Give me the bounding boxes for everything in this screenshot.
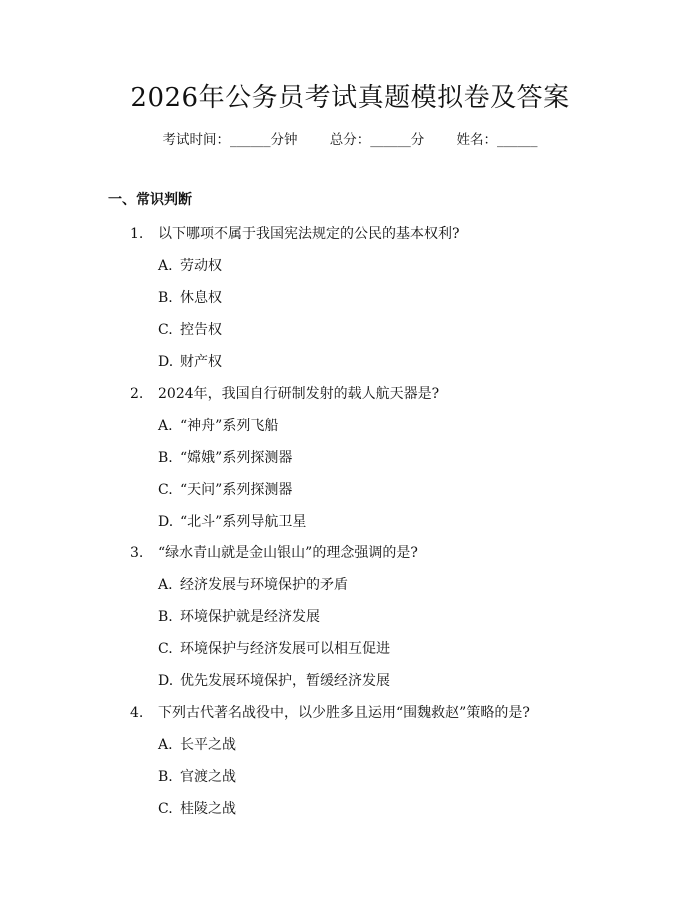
option-2a bbox=[158, 416, 278, 436]
question-1 bbox=[130, 224, 460, 244]
option-2d bbox=[158, 512, 306, 532]
option-4c bbox=[158, 799, 236, 819]
exam-time-field: 考试时间：______分钟 bbox=[162, 132, 298, 148]
option-letter: C. bbox=[158, 641, 173, 657]
question-text: “绿水青山就是金山银山”的理念强调的是? bbox=[158, 545, 418, 561]
option-3c bbox=[158, 639, 390, 659]
option-text: 环境保护就是经济发展 bbox=[180, 609, 320, 625]
question-number: 1. bbox=[130, 226, 144, 242]
name-field: 姓名：______ bbox=[456, 132, 538, 148]
option-text: 长平之战 bbox=[180, 737, 236, 753]
option-text: 官渡之战 bbox=[180, 769, 236, 785]
option-4b bbox=[158, 767, 236, 787]
option-text: “嫦娥”系列探测器 bbox=[180, 450, 293, 466]
option-letter: B. bbox=[158, 450, 173, 466]
question-2 bbox=[130, 384, 439, 404]
option-2c bbox=[158, 480, 292, 500]
option-letter: A. bbox=[158, 418, 173, 434]
option-letter: B. bbox=[158, 769, 173, 785]
option-letter: A. bbox=[158, 258, 173, 274]
option-2b bbox=[158, 448, 292, 468]
page-title: 2026年公务员考试真题模拟卷及答案 bbox=[130, 83, 570, 113]
option-letter: D. bbox=[158, 354, 174, 370]
question-number: 4. bbox=[130, 705, 144, 721]
option-text: 劳动权 bbox=[180, 258, 222, 274]
option-3a bbox=[158, 575, 348, 595]
option-text: 休息权 bbox=[180, 290, 222, 306]
option-1a bbox=[158, 256, 222, 276]
option-letter: B. bbox=[158, 609, 173, 625]
question-text: 下列古代著名战役中，以少胜多且运用“围魏救赵”策略的是? bbox=[158, 705, 530, 721]
question-number: 3. bbox=[130, 545, 144, 561]
option-letter: A. bbox=[158, 737, 173, 753]
option-letter: C. bbox=[158, 482, 173, 498]
option-text: 桂陵之战 bbox=[180, 801, 236, 817]
option-letter: A. bbox=[158, 577, 173, 593]
option-1d bbox=[158, 352, 222, 372]
question-text: 2024年，我国自行研制发射的载人航天器是? bbox=[158, 386, 440, 402]
option-3d bbox=[158, 671, 390, 691]
exam-meta bbox=[0, 130, 700, 150]
option-text: “北斗”系列导航卫星 bbox=[180, 514, 307, 530]
option-text: 环境保护与经济发展可以相互促进 bbox=[180, 641, 390, 657]
option-letter: D. bbox=[158, 673, 174, 689]
question-number: 2. bbox=[130, 386, 144, 402]
option-letter: B. bbox=[158, 290, 173, 306]
option-1b bbox=[158, 288, 222, 308]
option-text: 控告权 bbox=[180, 322, 222, 338]
option-4a bbox=[158, 735, 236, 755]
option-text: 经济发展与环境保护的矛盾 bbox=[180, 577, 348, 593]
option-1c bbox=[158, 320, 222, 340]
question-text: 以下哪项不属于我国宪法规定的公民的基本权利? bbox=[158, 226, 460, 242]
question-4 bbox=[130, 703, 530, 723]
option-3b bbox=[158, 607, 320, 627]
option-text: 财产权 bbox=[180, 354, 222, 370]
option-text: “神舟”系列飞船 bbox=[180, 418, 279, 434]
option-text: 优先发展环境保护，暂缓经济发展 bbox=[180, 673, 390, 689]
option-letter: D. bbox=[158, 514, 174, 530]
option-letter: C. bbox=[158, 801, 173, 817]
total-score-field: 总分：______分 bbox=[329, 132, 425, 148]
option-letter: C. bbox=[158, 322, 173, 338]
option-text: “天问”系列探测器 bbox=[180, 482, 293, 498]
question-3 bbox=[130, 543, 418, 563]
section-heading: 一、常识判断 bbox=[108, 192, 192, 208]
